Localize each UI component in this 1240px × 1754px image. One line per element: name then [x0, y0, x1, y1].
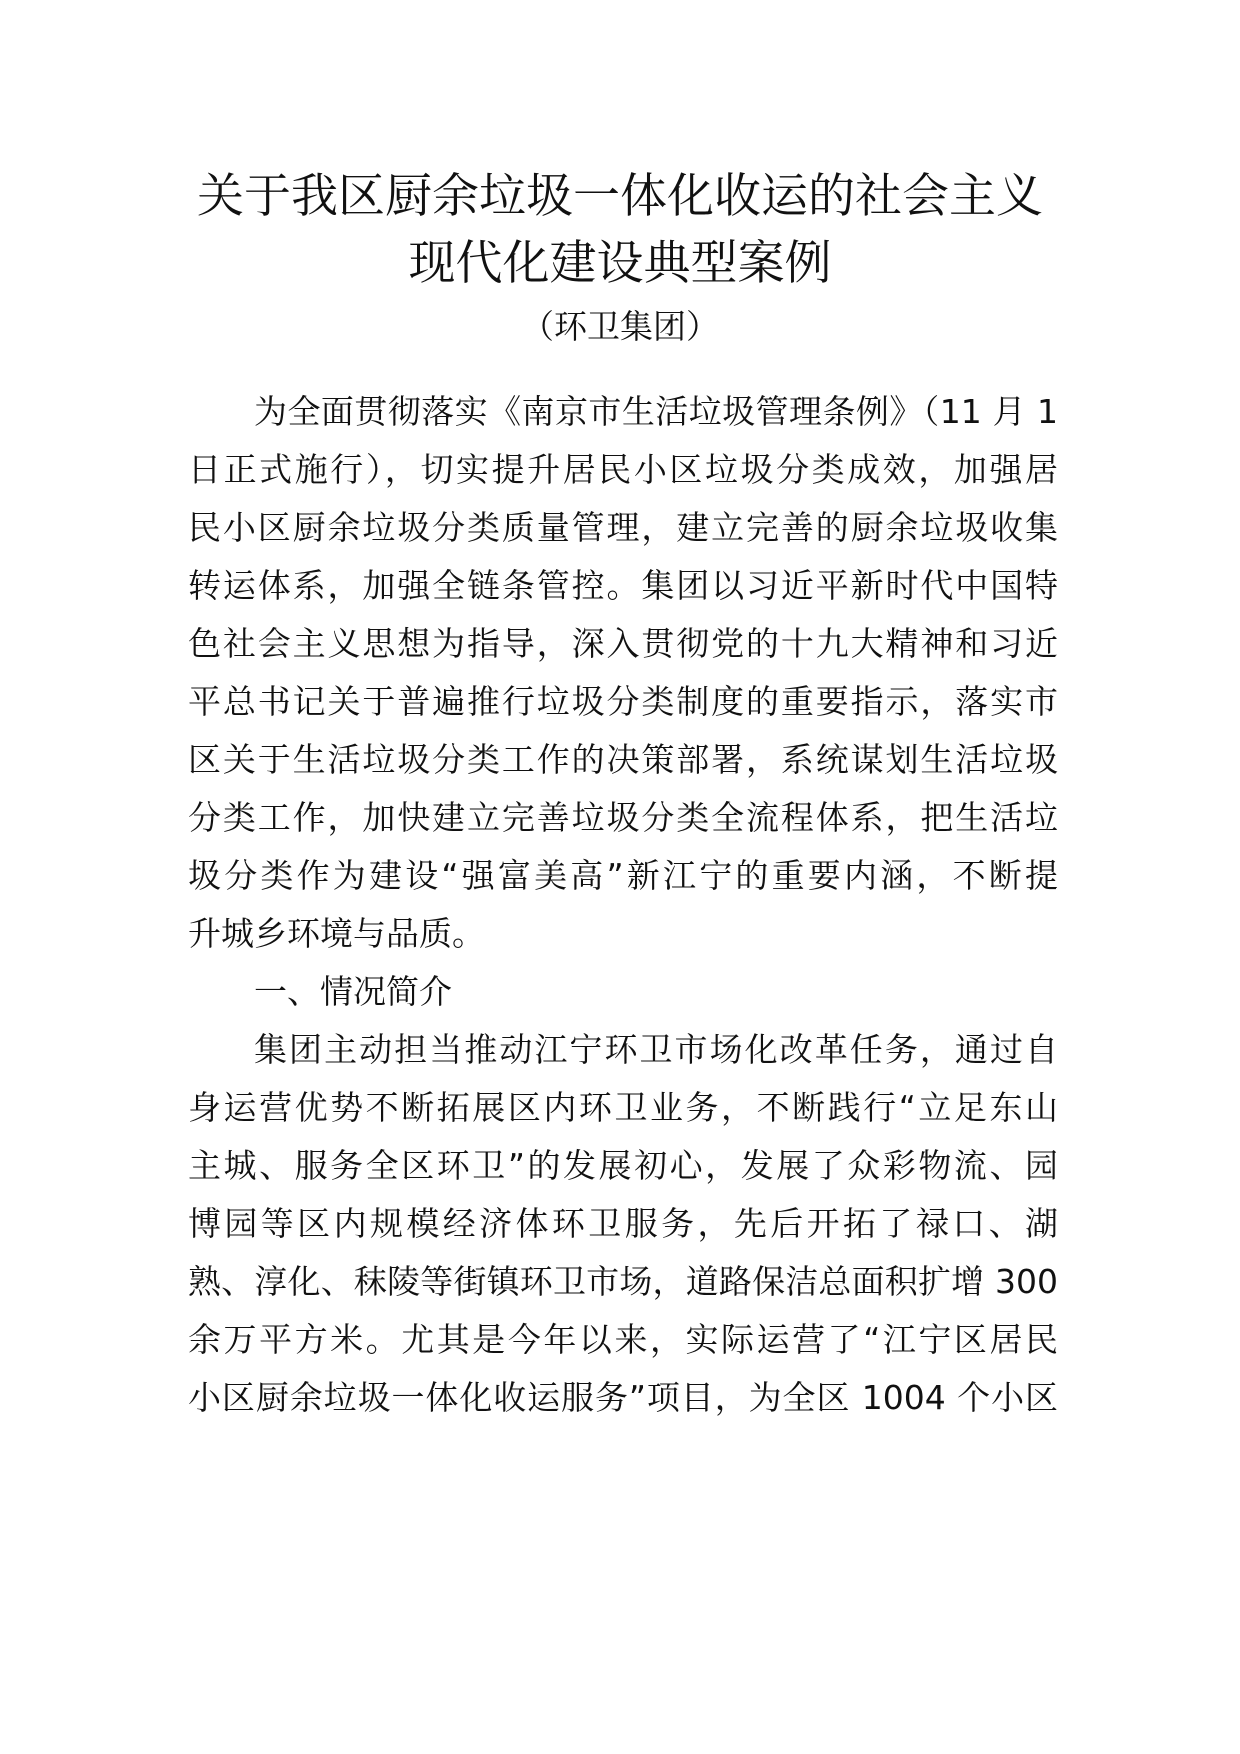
paragraph-2-line: 集团主动担当推动江宁环卫市场化改革任务，通过自 — [254, 1030, 1058, 1069]
section-heading: 一、情况简介 — [254, 972, 452, 1011]
paragraph-1-line: 平总书记关于普遍推行垃圾分类制度的重要指示，落实市 — [188, 682, 1058, 721]
paragraph-2-line: 余万平方米。尤其是今年以来，实际运营了“江宁区居民 — [188, 1320, 1058, 1359]
document-title-line-2: 现代化建设典型案例 — [408, 236, 832, 291]
paragraph-2-line: 主城、服务全区环卫”的发展初心，发展了众彩物流、园 — [188, 1146, 1058, 1185]
paragraph-1-line: 日正式施行），切实提升居民小区垃圾分类成效，加强居 — [188, 450, 1058, 489]
paragraph-2-line: 博园等区内规模经济体环卫服务，先后开拓了禄口、湖 — [188, 1204, 1058, 1243]
paragraph-1-line: 转运体系，加强全链条管控。集团以习近平新时代中国特 — [188, 566, 1058, 605]
paragraph-2-line: 身运营优势不断拓展区内环卫业务，不断践行“立足东山 — [188, 1088, 1058, 1127]
document-title-line-1: 关于我区厨余垃圾一体化收运的社会主义 — [197, 169, 1043, 224]
paragraph-1-line: 民小区厨余垃圾分类质量管理，建立完善的厨余垃圾收集 — [188, 508, 1058, 547]
paragraph-1-line: 区关于生活垃圾分类工作的决策部署，系统谋划生活垃圾 — [188, 740, 1058, 779]
paragraph-1-line: 分类工作，加快建立完善垃圾分类全流程体系，把生活垃 — [188, 798, 1058, 837]
paragraph-1-line: 升城乡环境与品质。 — [188, 914, 485, 953]
paragraph-1-line: 圾分类作为建设“强富美高”新江宁的重要内涵，不断提 — [188, 856, 1058, 895]
paragraph-2-line: 熟、淳化、秣陵等街镇环卫市场，道路保洁总面积扩增 300 — [188, 1262, 1058, 1301]
document-subtitle: （环卫集团） — [521, 307, 719, 346]
paragraph-1-line: 为全面贯彻落实《南京市生活垃圾管理条例》（11 月 1 — [254, 392, 1058, 431]
paragraph-2-line: 小区厨余垃圾一体化收运服务”项目，为全区 1004 个小区 — [188, 1378, 1058, 1417]
paragraph-1-line: 色社会主义思想为指导，深入贯彻党的十九大精神和习近 — [188, 624, 1058, 663]
